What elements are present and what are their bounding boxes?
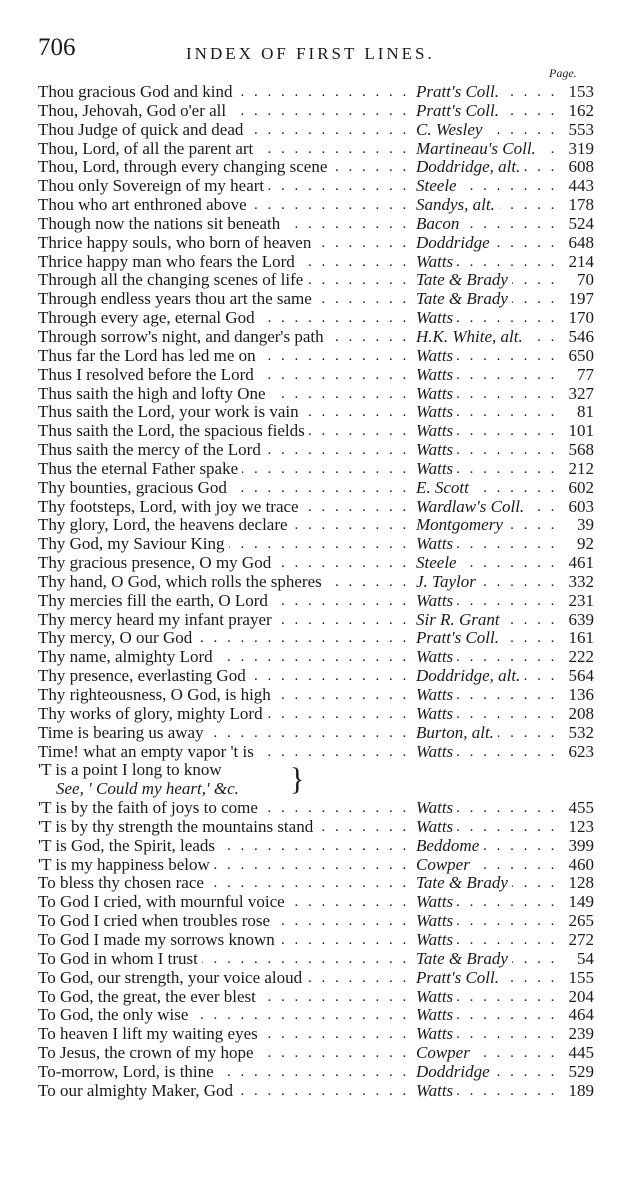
first-line: Time is bearing us away . . . bbox=[38, 724, 406, 743]
author: Watts . . . bbox=[416, 705, 558, 724]
author: Watts . . . bbox=[416, 441, 558, 460]
first-line: To Jesus, the crown of my hope . . . bbox=[38, 1044, 406, 1063]
index-list bbox=[38, 83, 594, 1101]
author: Watts . . . bbox=[416, 648, 558, 667]
first-line: Thy presence, everlasting God . . . bbox=[38, 667, 406, 686]
index-entry bbox=[38, 102, 594, 121]
first-line: To bless thy chosen race . . . bbox=[38, 874, 406, 893]
page-ref: 178 bbox=[568, 195, 594, 215]
first-line: Thus saith the Lord, your work is vain . . . bbox=[38, 403, 406, 422]
first-line: Through sorrow's night, and danger's path . . . bbox=[38, 328, 406, 347]
index-entry bbox=[38, 385, 594, 404]
page-ref: 464 bbox=[568, 1005, 594, 1025]
author: Wardlaw's Coll. . . . bbox=[416, 498, 558, 517]
author: Tate & Brady . . . bbox=[416, 950, 558, 969]
index-entry bbox=[38, 724, 594, 743]
index-entry bbox=[38, 874, 594, 893]
first-line: Thou, Jehovah, God o'er all . . . bbox=[38, 102, 406, 121]
author: Watts . . . bbox=[416, 1082, 558, 1101]
index-entry bbox=[38, 705, 594, 724]
first-line: Thrice happy man who fears the Lord . . . bbox=[38, 253, 406, 272]
index-entry bbox=[38, 1063, 594, 1082]
page-ref: 77 bbox=[577, 364, 594, 384]
index-entry bbox=[38, 667, 594, 686]
author: Watts . . . bbox=[416, 403, 558, 422]
author: C. Wesley . . . bbox=[416, 121, 558, 140]
index-entry bbox=[38, 366, 594, 385]
page-ref: 532 bbox=[568, 722, 594, 742]
first-line: Though now the nations sit beneath . . . bbox=[38, 215, 406, 234]
first-line: To heaven I lift my waiting eyes . . . bbox=[38, 1025, 406, 1044]
page-ref: 319 bbox=[568, 138, 594, 158]
running-title: INDEX OF FIRST LINES. bbox=[186, 44, 435, 63]
first-line: Thy name, almighty Lord . . . bbox=[38, 648, 406, 667]
first-line: Thy God, my Saviour King . . . bbox=[38, 535, 406, 554]
index-entry bbox=[38, 554, 594, 573]
index-entry bbox=[38, 535, 594, 554]
index-entry bbox=[38, 592, 594, 611]
index-entry bbox=[38, 950, 594, 969]
index-entry bbox=[38, 83, 594, 102]
page-ref: 162 bbox=[568, 100, 594, 120]
index-entry bbox=[38, 441, 594, 460]
index-entry bbox=[38, 931, 594, 950]
index-entry bbox=[38, 912, 594, 931]
index-entry bbox=[38, 611, 594, 630]
brace-icon: } bbox=[290, 762, 305, 798]
page-ref: 608 bbox=[568, 157, 594, 177]
first-line: Thy mercy, O our God . . . bbox=[38, 629, 406, 648]
index-entry bbox=[38, 196, 594, 215]
author: Watts . . . bbox=[416, 309, 558, 328]
index-entry bbox=[38, 1006, 594, 1025]
first-line: Thou, Lord, through every changing scene . . . bbox=[38, 158, 406, 177]
author: Doddridge, alt. . . . bbox=[416, 158, 558, 177]
first-line: To God, our strength, your voice aloud . . . bbox=[38, 969, 406, 988]
page-number: 706 bbox=[38, 34, 76, 61]
author: Watts . . . bbox=[416, 912, 558, 931]
page-ref: 204 bbox=[568, 986, 594, 1006]
author: Watts . . . bbox=[416, 818, 558, 837]
author: Watts . . . bbox=[416, 422, 558, 441]
page-ref: 553 bbox=[568, 119, 594, 139]
index-entry bbox=[38, 1025, 594, 1044]
page-ref: 603 bbox=[568, 496, 594, 516]
page-ref: 455 bbox=[568, 798, 594, 818]
author: Doddridge . . . bbox=[416, 234, 558, 253]
page-ref: 101 bbox=[568, 421, 594, 441]
first-line: To God, the only wise . . . bbox=[38, 1006, 406, 1025]
author: Watts . . . bbox=[416, 1006, 558, 1025]
author: Pratt's Coll. . . . bbox=[416, 629, 558, 648]
author: J. Taylor . . . bbox=[416, 573, 558, 592]
author: Sandys, alt. . . . bbox=[416, 196, 558, 215]
index-entry bbox=[38, 837, 594, 856]
index-entry bbox=[38, 328, 594, 347]
author: Watts . . . bbox=[416, 535, 558, 554]
author: H.K. White, alt. . . . bbox=[416, 328, 558, 347]
first-line: Thy glory, Lord, the heavens declare . . . bbox=[38, 516, 406, 535]
page-ref: 161 bbox=[568, 628, 594, 648]
first-line: To God I made my sorrows known . . . bbox=[38, 931, 406, 950]
page-ref: 123 bbox=[568, 816, 594, 836]
author: Tate & Brady . . . bbox=[416, 271, 558, 290]
cross-reference-note bbox=[38, 780, 594, 799]
page-ref: 39 bbox=[577, 515, 594, 535]
author: Steele . . . bbox=[416, 177, 558, 196]
index-entry bbox=[38, 290, 594, 309]
index-entry bbox=[38, 988, 594, 1007]
page-ref: 564 bbox=[568, 666, 594, 686]
index-entry bbox=[38, 969, 594, 988]
page-ref: 546 bbox=[568, 326, 594, 346]
author: Pratt's Coll. . . . bbox=[416, 102, 558, 121]
first-line: To God I cried, with mournful voice . . . bbox=[38, 893, 406, 912]
author: E. Scott . . . bbox=[416, 479, 558, 498]
first-line: To our almighty Maker, God . . . bbox=[38, 1082, 406, 1101]
page-ref: 149 bbox=[568, 892, 594, 912]
index-entry bbox=[38, 271, 594, 290]
page-ref: 445 bbox=[568, 1043, 594, 1063]
page-ref: 136 bbox=[568, 685, 594, 704]
page-ref: 443 bbox=[568, 176, 594, 196]
index-entry bbox=[38, 234, 594, 253]
first-line: Thou, Lord, of all the parent art . . . bbox=[38, 140, 406, 159]
first-line: Thus the eternal Father spake . . . bbox=[38, 460, 406, 479]
first-line: 'T is by thy strength the mountains stand . . . bbox=[38, 818, 406, 837]
author: Cowper . . . bbox=[416, 1044, 558, 1063]
author: Watts . . . bbox=[416, 347, 558, 366]
author: Watts . . . bbox=[416, 385, 558, 404]
index-entry bbox=[38, 1044, 594, 1063]
first-line: Thy mercy heard my infant prayer . . . bbox=[38, 611, 406, 630]
author: Doddridge, alt. . . . bbox=[416, 667, 558, 686]
page-ref: 212 bbox=[568, 458, 594, 478]
first-line: Thy bounties, gracious God . . . bbox=[38, 479, 406, 498]
first-line: To God in whom I trust . . . bbox=[38, 950, 406, 969]
index-entry bbox=[38, 479, 594, 498]
page-ref: 208 bbox=[568, 703, 594, 723]
first-line: Thrice happy souls, who born of heaven . . . bbox=[38, 234, 406, 253]
page-ref: 239 bbox=[568, 1024, 594, 1044]
page-ref: 155 bbox=[568, 967, 594, 987]
author: Burton, alt. . . . bbox=[416, 724, 558, 743]
author: Pratt's Coll. . . . bbox=[416, 83, 558, 102]
page-header bbox=[38, 30, 598, 70]
author: Watts . . . bbox=[416, 366, 558, 385]
index-entry bbox=[38, 1082, 594, 1101]
first-line: Thou gracious God and kind . . . bbox=[38, 83, 406, 102]
author: Pratt's Coll. . . . bbox=[416, 969, 558, 988]
author: Bacon . . . bbox=[416, 215, 558, 234]
page-ref: 602 bbox=[568, 477, 594, 497]
index-entry bbox=[38, 215, 594, 234]
page-ref: 399 bbox=[568, 835, 594, 855]
author: Beddome . . . bbox=[416, 837, 558, 856]
first-line: 'T is by the faith of joys to come . . . bbox=[38, 799, 406, 818]
index-entry bbox=[38, 140, 594, 159]
author: Steele . . . bbox=[416, 554, 558, 573]
page-ref: 265 bbox=[568, 911, 594, 931]
index-entry bbox=[38, 422, 594, 441]
page-ref: 639 bbox=[568, 609, 594, 629]
first-line: To-morrow, Lord, is thine . . . bbox=[38, 1063, 406, 1082]
author: Watts . . . bbox=[416, 686, 558, 705]
first-line: Time! what an empty vapor 't is . . . bbox=[38, 743, 406, 762]
page-ref: 461 bbox=[568, 553, 594, 573]
page-ref: 648 bbox=[568, 232, 594, 252]
page-ref: 529 bbox=[568, 1061, 594, 1081]
first-line: Thus saith the mercy of the Lord . . . bbox=[38, 441, 406, 460]
page-ref: 153 bbox=[568, 82, 594, 101]
index-entry bbox=[38, 460, 594, 479]
page-ref: 222 bbox=[568, 647, 594, 667]
index-entry bbox=[38, 799, 594, 818]
index-entry bbox=[38, 629, 594, 648]
page-ref: 197 bbox=[568, 289, 594, 309]
index-entry bbox=[38, 818, 594, 837]
first-line: Through endless years thou art the same . . . bbox=[38, 290, 406, 309]
first-line: Thus saith the Lord, the spacious fields . . . bbox=[38, 422, 406, 441]
page-ref: 524 bbox=[568, 213, 594, 233]
first-line: To God I cried when troubles rose . . . bbox=[38, 912, 406, 931]
first-line: 'T is a point I long to know bbox=[38, 760, 222, 780]
first-line: 'T is my happiness below . . . bbox=[38, 856, 406, 875]
first-line: Thus saith the high and lofty One . . . bbox=[38, 385, 406, 404]
index-entry bbox=[38, 893, 594, 912]
see-reference: See, ' Could my heart,' &c. bbox=[56, 779, 239, 799]
first-line: Through all the changing scenes of life . . . bbox=[38, 271, 406, 290]
index-entry bbox=[38, 648, 594, 667]
first-line: Thou only Sovereign of my heart . . . bbox=[38, 177, 406, 196]
page-ref: 128 bbox=[568, 873, 594, 893]
author: Watts . . . bbox=[416, 893, 558, 912]
author: Watts . . . bbox=[416, 743, 558, 762]
first-line: Thy works of glory, mighty Lord . . . bbox=[38, 705, 406, 724]
page-ref: 332 bbox=[568, 571, 594, 591]
page-ref: 568 bbox=[568, 440, 594, 460]
index-entry bbox=[38, 121, 594, 140]
first-line: Thou Judge of quick and dead . . . bbox=[38, 121, 406, 140]
index-entry bbox=[38, 177, 594, 196]
index-entry bbox=[38, 573, 594, 592]
index-entry bbox=[38, 158, 594, 177]
first-line: To God, the great, the ever blest . . . bbox=[38, 988, 406, 1007]
author: Watts . . . bbox=[416, 1025, 558, 1044]
page-ref: 189 bbox=[568, 1080, 594, 1100]
index-entry bbox=[38, 498, 594, 517]
page-ref: 54 bbox=[577, 948, 594, 968]
page-ref: 327 bbox=[568, 383, 594, 403]
index-entry bbox=[38, 516, 594, 535]
page-ref: 623 bbox=[568, 741, 594, 761]
index-entry bbox=[38, 856, 594, 875]
page-ref: 650 bbox=[568, 345, 594, 365]
author: Watts . . . bbox=[416, 799, 558, 818]
author: Martineau's Coll. . . . bbox=[416, 140, 558, 159]
author: Montgomery . . . bbox=[416, 516, 558, 535]
first-line: 'T is God, the Spirit, leads . . . bbox=[38, 837, 406, 856]
page-ref: 460 bbox=[568, 854, 594, 874]
first-line: Thus far the Lord has led me on . . . bbox=[38, 347, 406, 366]
index-entry bbox=[38, 686, 594, 705]
author: Watts . . . bbox=[416, 931, 558, 950]
author: Sir R. Grant . . . bbox=[416, 611, 558, 630]
author: Watts . . . bbox=[416, 988, 558, 1007]
page-ref: 214 bbox=[568, 251, 594, 271]
page-ref: 92 bbox=[577, 534, 594, 554]
index-entry bbox=[38, 743, 594, 762]
index-entry bbox=[38, 309, 594, 328]
page-ref: 272 bbox=[568, 929, 594, 949]
page-column-heading: Page. bbox=[549, 66, 577, 80]
first-line: Thy righteousness, O God, is high . . . bbox=[38, 686, 406, 705]
author: Cowper . . . bbox=[416, 856, 558, 875]
first-line: Thy gracious presence, O my God . . . bbox=[38, 554, 406, 573]
page-ref: 231 bbox=[568, 590, 594, 610]
first-line: Thus I resolved before the Lord . . . bbox=[38, 366, 406, 385]
page-ref: 170 bbox=[568, 308, 594, 328]
author: Watts . . . bbox=[416, 253, 558, 272]
page-ref: 81 bbox=[577, 402, 594, 422]
author: Tate & Brady . . . bbox=[416, 290, 558, 309]
first-line: Thy hand, O God, which rolls the spheres . . . bbox=[38, 573, 406, 592]
author: Watts . . . bbox=[416, 460, 558, 479]
first-line: Thou who art enthroned above . . . bbox=[38, 196, 406, 215]
page-ref: 70 bbox=[577, 270, 594, 290]
index-entry bbox=[38, 253, 594, 272]
first-line: Through every age, eternal God . . . bbox=[38, 309, 406, 328]
author: Doddridge . . . bbox=[416, 1063, 558, 1082]
author: Tate & Brady . . . bbox=[416, 874, 558, 893]
index-entry bbox=[38, 347, 594, 366]
first-line: Thy mercies fill the earth, O Lord . . . bbox=[38, 592, 406, 611]
first-line: Thy footsteps, Lord, with joy we trace . . . bbox=[38, 498, 406, 517]
index-entry bbox=[38, 403, 594, 422]
author: Watts . . . bbox=[416, 592, 558, 611]
